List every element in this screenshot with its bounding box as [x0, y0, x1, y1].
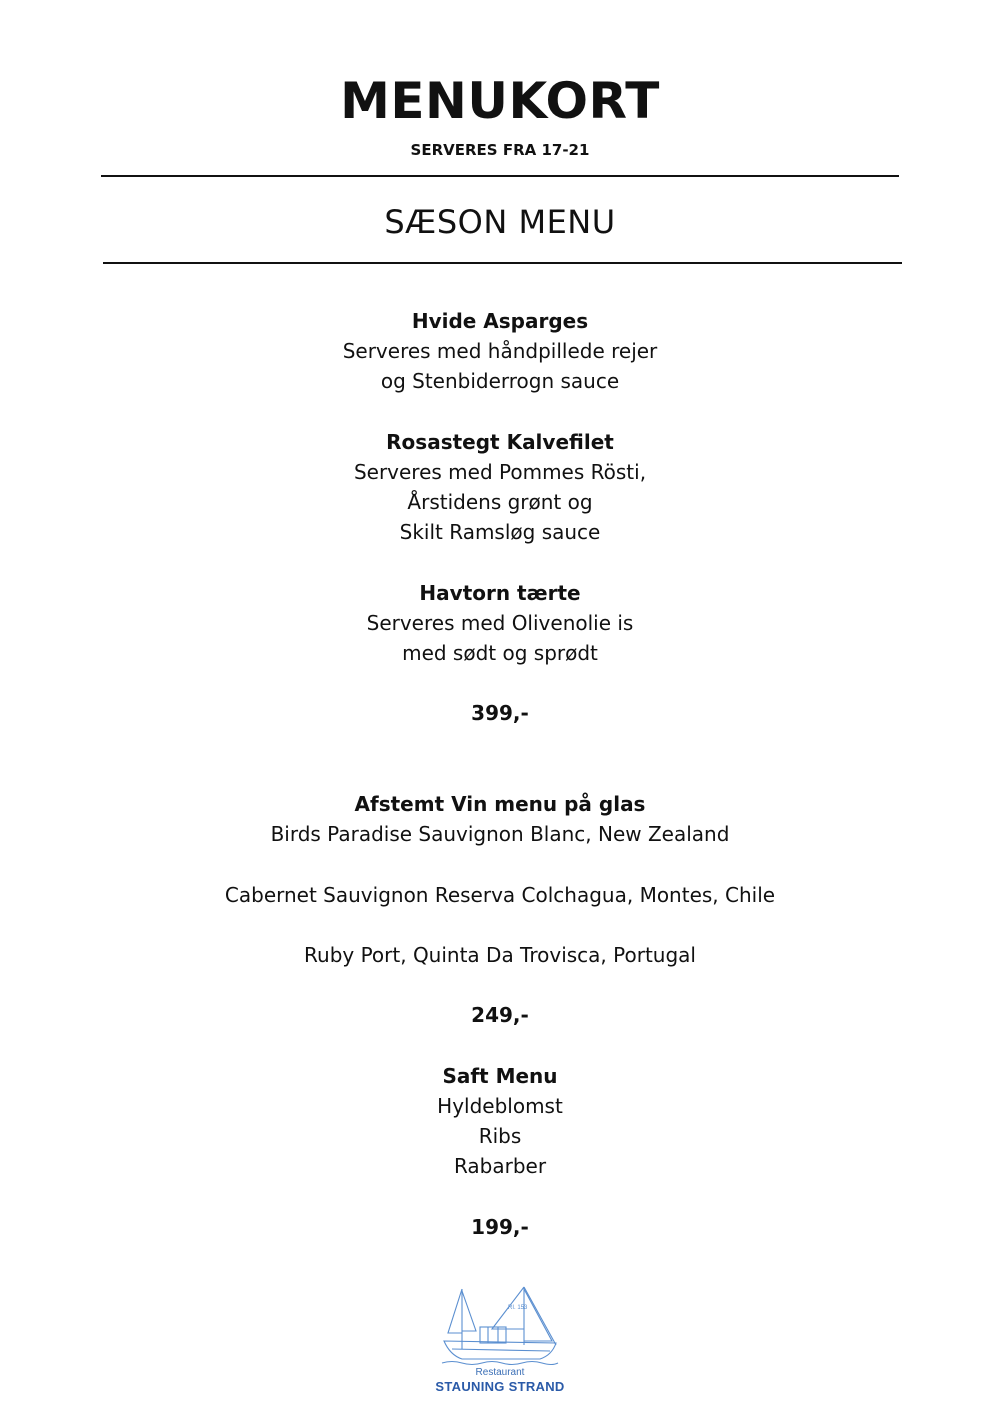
- course-name: Hvide Asparges: [411, 309, 589, 333]
- juice-item: Ribs: [478, 1124, 522, 1149]
- juice-item: Hyldeblomst: [437, 1093, 563, 1118]
- course-name: Rosastegt Kalvefilet: [386, 429, 614, 454]
- juice-item: Rabarber: [453, 1154, 547, 1179]
- page-title: MENUKORT: [340, 72, 660, 130]
- course-description: Serveres med Olivenolie is: [366, 610, 634, 635]
- serving-hours: SERVERES FRA 17-21: [410, 141, 590, 159]
- course-description: Årstidens grønt og: [407, 490, 593, 515]
- juice-menu-title: Saft Menu: [442, 1063, 558, 1088]
- section-divider: [103, 262, 902, 264]
- menu-content: [0, 306, 1000, 1242]
- course-description: Serveres med Pommes Rösti,: [353, 459, 647, 484]
- logo-small-text: Restaurant: [475, 1367, 525, 1378]
- course-name: Havtorn tærte: [419, 580, 581, 605]
- wine-item: Birds Paradise Sauvignon Blanc, New Zealand: [270, 822, 730, 847]
- course-description: med sødt og sprødt: [402, 641, 598, 666]
- top-divider: [101, 175, 899, 177]
- wine-menu-title: Afstemt Vin menu på glas: [354, 792, 646, 816]
- svg-text:RI. 153: RI. 153: [508, 1305, 528, 1311]
- wine-item: Cabernet Sauvignon Reserva Colchagua, Montes, Chile: [224, 882, 776, 907]
- boat-number-label: [430, 1283, 570, 1367]
- course-description: Serveres med håndpillede rejer: [342, 339, 658, 364]
- restaurant-logo: [430, 1283, 570, 1403]
- section-title: SÆSON MENU: [384, 203, 616, 241]
- wine-price: 249,-: [471, 1003, 529, 1028]
- menu-price: 399,-: [471, 701, 529, 726]
- juice-price: 199,-: [471, 1214, 529, 1239]
- course-description: og Stenbiderrogn sauce: [380, 369, 620, 394]
- course-description: Skilt Ramsløg sauce: [399, 520, 601, 545]
- logo-big-text: STAUNING STRAND: [435, 1379, 565, 1394]
- wine-item: Ruby Port, Quinta Da Trovisca, Portugal: [304, 942, 696, 967]
